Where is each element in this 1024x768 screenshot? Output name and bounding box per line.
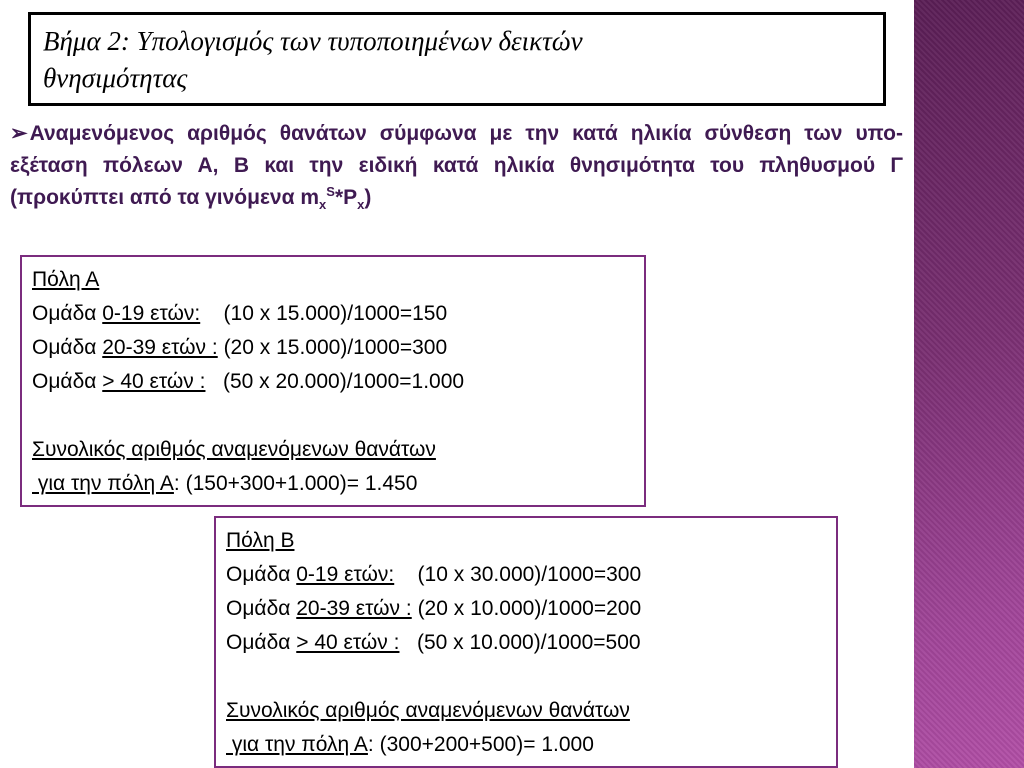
- decorative-side-band: [914, 0, 1024, 768]
- lead-paragraph: [10, 118, 903, 214]
- city-a-spacer: [32, 399, 634, 433]
- city-a-total-value: για την πόλη Α: (150+300+1.000)= 1.450: [32, 472, 418, 495]
- title-line-1: Βήμα 2: Υπολογισμός των τυποποιημένων δεικτών: [43, 26, 583, 56]
- city-b-total-label: Συνολικός αριθμός αναμενόμενων θανάτων: [226, 699, 630, 722]
- city-a-heading: Πόλη Α: [32, 268, 100, 291]
- city-b-row-0-19: Ομάδα 0-19 ετών: (10 x 30.000)/1000=300: [226, 563, 642, 586]
- city-a-total-label: Συνολικός αριθμός αναμενόμενων θανάτων: [32, 438, 436, 461]
- lead-close: ): [364, 186, 372, 209]
- city-b-spacer: [226, 660, 826, 694]
- city-a-row-40-plus: Ομάδα > 40 ετών : (50 x 20.000)/1000=1.000: [32, 370, 465, 393]
- city-b-box: [214, 516, 838, 768]
- city-a-row-0-19: Ομάδα 0-19 ετών: (10 x 15.000)/1000=150: [32, 302, 448, 325]
- city-a-row-20-39: Ομάδα 20-39 ετών : (20 x 15.000)/1000=300: [32, 336, 448, 359]
- arrow-bullet-icon: ➢: [10, 122, 28, 145]
- lead-sub-x-2: x: [357, 197, 365, 213]
- slide-title-box: [28, 12, 886, 106]
- city-b-heading: Πόλη Β: [226, 529, 295, 552]
- city-a-box: [20, 255, 646, 507]
- lead-text: Αναμενόμενος αριθμός θανάτων σύμφωνα με την κατά ηλικία σύνθεση των υπο-εξέταση πόλεων Α, Β και την ειδική κατά ηλικία θνησιμότητα του πληθυσμού Γ (προκύπτει από τα γινόμενα m: [10, 122, 903, 209]
- lead-sub-x-1: x: [319, 197, 327, 213]
- title-line-2: θνησιμότητας: [43, 63, 188, 93]
- lead-sup-s: S: [326, 184, 335, 199]
- city-b-row-40-plus: Ομάδα > 40 ετών : (50 x 10.000)/1000=500: [226, 631, 641, 654]
- city-b-row-20-39: Ομάδα 20-39 ετών : (20 x 10.000)/1000=200: [226, 597, 642, 620]
- city-b-total-value: για την πόλη Α: (300+200+500)= 1.000: [226, 733, 594, 756]
- lead-mid: *P: [334, 186, 358, 209]
